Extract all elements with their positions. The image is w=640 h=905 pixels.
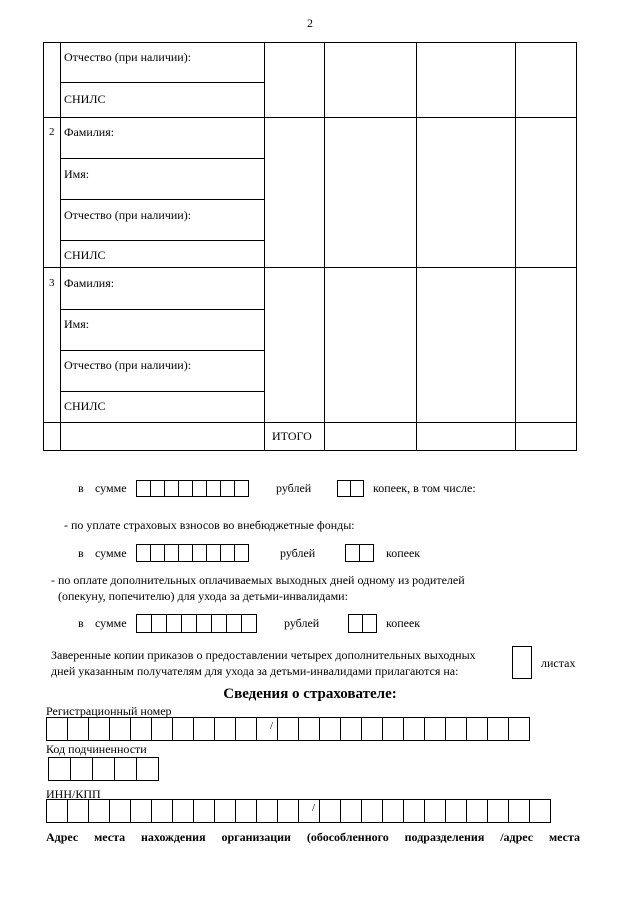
total-rubles-boxes[interactable] bbox=[136, 480, 249, 497]
insurance-text: - по уплате страховых взносов во внебюджетные фонды: bbox=[64, 518, 355, 532]
sum-v: в bbox=[78, 481, 84, 495]
total-rubles-label: рублей bbox=[276, 481, 312, 495]
total-kopeks-label: копеек, в том числе: bbox=[373, 481, 476, 495]
extra-rubles-boxes[interactable] bbox=[136, 614, 257, 633]
sheets-count-box[interactable] bbox=[512, 646, 532, 679]
subordination-boxes[interactable] bbox=[48, 757, 159, 781]
extra-v: в bbox=[78, 616, 84, 630]
insurance-kopeks-label: копеек bbox=[386, 546, 421, 560]
reg-number-slash: / bbox=[270, 720, 274, 732]
row2-patronymic-label: Отчество (при наличии): bbox=[64, 208, 192, 222]
row2-surname-label: Фамилия: bbox=[64, 125, 115, 139]
address-line: Адрес места нахождения организации (обособленного подразделения /адрес места bbox=[46, 830, 580, 844]
row1-patronymic-label: Отчество (при наличии): bbox=[64, 50, 192, 64]
sheets-label: листах bbox=[541, 656, 576, 670]
insurance-rubles-label: рублей bbox=[280, 546, 316, 560]
insurance-rubles-boxes[interactable] bbox=[136, 544, 249, 562]
reg-number-boxes[interactable] bbox=[46, 717, 530, 741]
total-kopeks-boxes[interactable] bbox=[337, 480, 364, 497]
row2-snils-label: СНИЛС bbox=[64, 248, 106, 262]
extra-kopeks-boxes[interactable] bbox=[348, 614, 377, 633]
extra-days-line2: (опекуну, попечителю) для ухода за детьми-инвалидами: bbox=[58, 589, 348, 603]
insurer-heading: Сведения о страхователе: bbox=[223, 686, 397, 702]
extra-kopeks-label: копеек bbox=[386, 616, 421, 630]
row1-snils-label: СНИЛС bbox=[64, 92, 106, 106]
insurance-summe: сумме bbox=[95, 546, 127, 560]
copies-line1: Заверенные копии приказов о предоставлении четырех дополнительных выходных bbox=[51, 648, 476, 662]
row3-snils-label: СНИЛС bbox=[64, 399, 106, 413]
copies-line2: дней указанным получателям для ухода за детьми-инвалидами прилагаются на: bbox=[51, 664, 459, 678]
row2-name-label: Имя: bbox=[64, 167, 90, 181]
inn-kpp-slash: / bbox=[312, 802, 316, 814]
insurance-v: в bbox=[78, 546, 84, 560]
row3-name-label: Имя: bbox=[64, 317, 90, 331]
insurance-kopeks-boxes[interactable] bbox=[345, 544, 374, 562]
reg-number-label: Регистрационный номер bbox=[46, 704, 172, 718]
extra-summe: сумме bbox=[95, 616, 127, 630]
page-number: 2 bbox=[307, 16, 313, 30]
extra-rubles-label: рублей bbox=[284, 616, 320, 630]
row3-patronymic-label: Отчество (при наличии): bbox=[64, 358, 192, 372]
subordination-label: Код подчиненности bbox=[46, 742, 147, 756]
row3-number: 3 bbox=[49, 277, 55, 289]
inn-kpp-label: ИНН/КПП bbox=[46, 787, 101, 801]
extra-days-line1: - по оплате дополнительных оплачиваемых выходных дней одному из родителей bbox=[51, 573, 465, 587]
inn-kpp-boxes[interactable] bbox=[46, 799, 551, 823]
sum-summe: сумме bbox=[95, 481, 127, 495]
row2-number: 2 bbox=[49, 126, 55, 138]
total-label: ИТОГО bbox=[272, 429, 312, 443]
row3-surname-label: Фамилия: bbox=[64, 276, 115, 290]
